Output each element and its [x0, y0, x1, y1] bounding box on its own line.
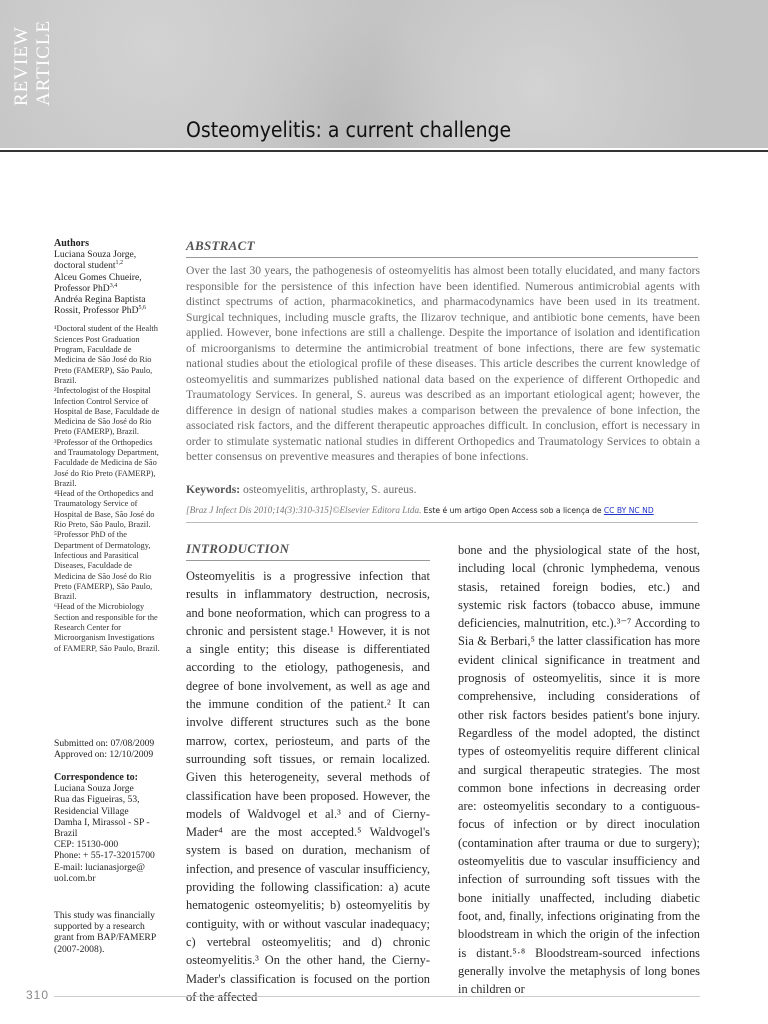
body-column-1: Osteomyelitis is a progressive infection that results in inflammatory destruction, necrosis, and bone neoformation, which can progress to a chronic and persistent stage.¹ However, it is not a single entity; this disease is differentiated according to the etiology, pathogenesis, and degree of bone involvement, as well as age and the immune condition of the patient.² It can involve different structures such as the bone marrow, cortex, periosteum, and parts of the surrounding soft tissues, or remain localized. Given this heterogeneity, several methods of classification have been proposed. However, the models of Waldvogel et al.³ and of Cierny-Mader⁴ are the most accepted.⁵ Waldvogel's system is based on duration, mechanism of infection, and presence of vascular insufficiency, providing the following classification: a) acute hematogenic osteomyelitis; b) osteomyelitis by contiguity, with or without vascular inadequacy; c) vertebral osteomyelitis; and d) chronic osteomyelitis.³ On the other hand, the Cierny-Mader's classification is focused on the portion: [186, 569, 430, 986]
citation-rule: [186, 522, 698, 523]
open-access-text: Este é um artigo Open Access sob a licença de: [423, 506, 602, 515]
license-link[interactable]: CC BY NC ND: [603, 506, 654, 515]
abstract-heading: ABSTRACT: [186, 238, 255, 253]
introduction-rule: [186, 560, 430, 561]
citation-text: [Braz J Infect Dis 2010;14(3):310-315]©Elsevier Editora Ltda.: [186, 505, 422, 515]
affiliation-item: ⁴Head of the Orthopedics and Traumatology Service of Hospital de Base, São José do Rio Preto, São Paulo, Brazil.: [54, 489, 155, 530]
sidebar: [54, 238, 160, 955]
section-label-line2: ARTICLE: [33, 19, 54, 106]
affiliation-item: ³Professor of the Orthopedics and Traumatology Department, Faculdade de Medicina de São José do Rio Preto (FAMERP), Brazil.: [54, 437, 159, 488]
introduction-heading: INTRODUCTION: [186, 541, 290, 556]
correspondence-heading: Correspondence to:: [54, 772, 138, 783]
correspondence-line: CEP: 15130-000: [54, 839, 119, 851]
funding-text: This study was financially supported by a research grant from BAP/FAMERP (2007-2008).: [54, 910, 156, 955]
correspondence-line: uol.com.br: [54, 872, 96, 884]
section-label: [6, 19, 56, 142]
correspondence-line: Damha I, Mirassol - SP -: [54, 816, 150, 828]
author-item: Luciana Souza Jorge, doctoral student$^{1,2}$: [54, 249, 137, 272]
keywords-label: Keywords:: [186, 483, 241, 496]
author-item: Andréa Regina Baptista Rossit, Professor PhD$^{5,6}$: [54, 294, 147, 317]
correspondence-line: Rua das Figueiras, 53,: [54, 794, 140, 806]
correspondence-line: Brazil: [54, 828, 78, 840]
approved-date: Approved on: 12/10/2009: [54, 749, 154, 761]
authors-heading: Authors: [54, 238, 90, 249]
affiliation-item: ⁵Professor PhD of the Department of Dermatology, Infectious and Parasitical Diseases, Faculdade de Medicina de São José do Rio Preto (FAMERP), São Paulo, Brazil.: [54, 530, 153, 602]
affiliation-item: ²Infectologist of the Hospital Infection Control Service of Hospital de Base, Faculdade de Medicina de São José do Rio Preto (FAMERP), Brazil.: [54, 386, 160, 437]
page-number: 310: [26, 988, 50, 1002]
funding-note: [54, 910, 164, 955]
keywords-text: osteomyelitis, arthroplasty, S. aureus.: [243, 483, 417, 496]
affiliation-item: ⁶Head of the Microbiology Section and responsible for the Research Center for Microorganism Investigations of FAMERP, São Paulo, Brazil.: [54, 602, 160, 653]
correspondence-line: Luciana Souza Jorge: [54, 783, 134, 795]
abstract-text: Over the last 30 years, the pathogenesis of osteomyelitis has almost been totally elucidated, and many factors responsible for the persistence of this infection have been identified. Numerous antimicrobial agents with distinct spectrums of action, pharmacokinetics, and pharmacodynamics have been used in its treatment. Surgical techniques, including muscle grafts, the Ilizarov technique, and antibiotic bone cements, have been applied. However, bone infections are still a challenge. Despite the importance of isolation and identification of microorganisms to determine the antimicrobial treatment of bone infections, there are few systematic national studies about the etiological profile of these diseases. This article describes the current knowledge of osteomyelitis and summarizes published national data based on the experience of different Orthopedic and Traumatology Services. In general, S. aureus was described as an important etiological agent; however, the difference in design of national studies makes a comparison between the prevalence of bone infection, the associated risk factors, and the different therapeutic approaches difficult. In conclusion, effort is necessary in order to stimulate systematic national studies in different Orthopedics and Traumatology Services to obtain a better consensus on preventive measures and therapies of bone infections.: [186, 264, 700, 463]
author-list: [54, 249, 160, 316]
body-column-2: bone and the physiological state of the host, including local (chronic lymphedema, venous stasis, retained foreign bodies, etc.) and systemic risk factors (tobacco abuse, immune deficiencies, malnutrition, etc.).³⁻⁷ According to Sia & Berbari,⁵ the latter classification has more evident clinical significance in treatment and prognosis of osteomyelitis, since it is more comprehensive, including considerations of other risk factors besides patient's bone injury. Regardless of the model adopted, the distinct types of osteomyelitis require different clinical and surgical therapeutic strategies. The most common bone infections in decreasing order are: osteomyelitis secondary to a contiguous-focus of infection or by direct inoculation (contamination after trauma or due to surgery); osteomyelitis due to vascular insufficiency and infection of surrounding soft tissues with the bone initially unaffected, including diabetic foot, and, finally, infections originating from the bloodstream in which the origin of the infection is distant.⁵·⁸ Bloodstream-sourced infections generally involve the metaphysis of long bones in children or: [458, 543, 700, 997]
header-rule: [0, 150, 768, 152]
affiliations: [54, 324, 160, 654]
submission-dates: [54, 738, 164, 760]
citation-line: [186, 505, 706, 515]
header-banner: [0, 0, 768, 148]
correspondence-line: E-mail: lucianasjorge@: [54, 861, 145, 873]
article-title: Osteomyelitis: a current challenge: [186, 118, 512, 142]
keywords: [186, 483, 700, 496]
section-label-line1: REVIEW: [11, 26, 32, 106]
abstract-rule: [186, 257, 698, 258]
correspondence-line: Residencial Village: [54, 805, 129, 817]
correspondence-line: Phone: + 55-17-32015700: [54, 850, 155, 862]
submitted-date: Submitted on: 07/08/2009: [54, 738, 155, 749]
affiliation-item: ¹Doctoral student of the Health Sciences Post Graduation Program, Faculdade de Medicina de São José do Rio Preto (FAMERP), São Paulo, Brazil.: [54, 324, 158, 385]
footer-rule: [54, 996, 700, 997]
correspondence: [54, 772, 164, 884]
author-item: Alceu Gomes Chueire, Professor PhD$^{3,4}$: [54, 271, 142, 294]
